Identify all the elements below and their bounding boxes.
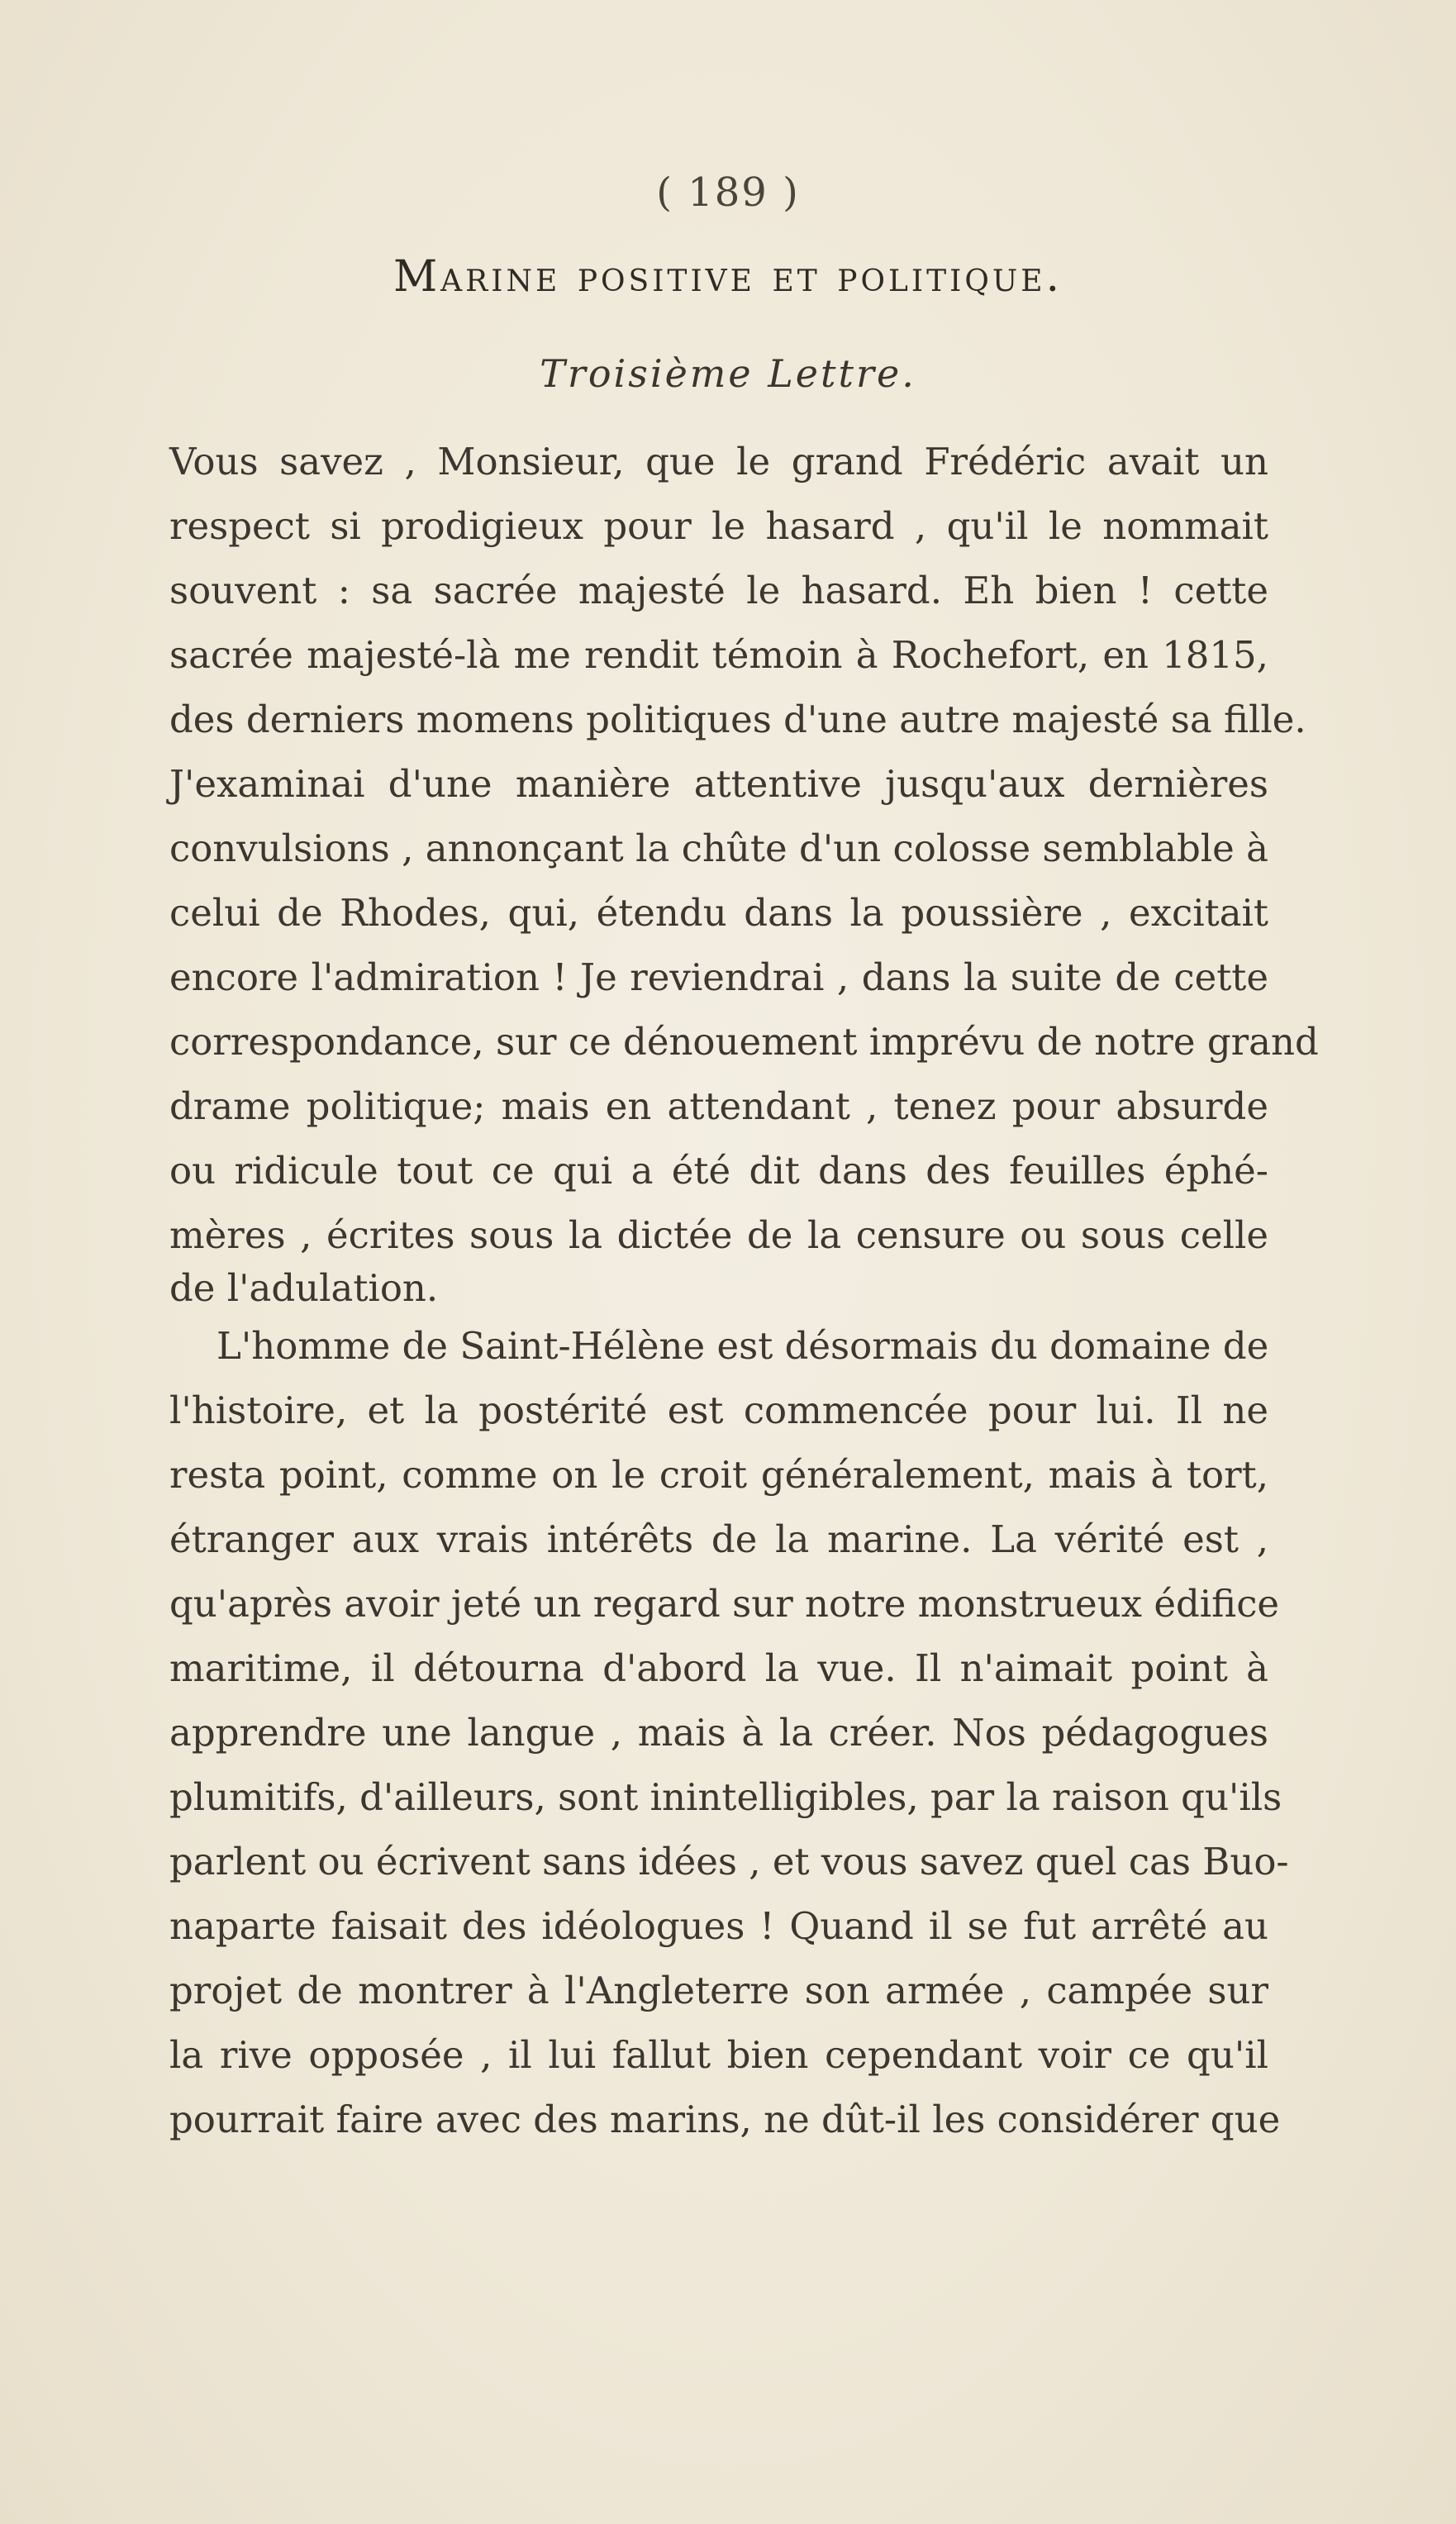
text-line: J'examinai d'une manière attentive jusqu'aux dernières: [169, 762, 1268, 806]
text-line: correspondance, sur ce dénouement imprévu de notre grand: [169, 1020, 1319, 1064]
text-line: drame politique; mais en attendant , tenez pour absurde: [169, 1084, 1268, 1128]
text-line: plumitifs, d'ailleurs, sont inintelligibles, par la raison qu'ils: [169, 1775, 1282, 1819]
text-line: parlent ou écrivent sans idées , et vous savez quel cas Buo-: [169, 1840, 1289, 1883]
text-line: l'histoire, et la postérité est commencée pour lui. Il ne: [169, 1388, 1268, 1432]
text-line: projet de montrer à l'Angleterre son armée , campée sur: [169, 1969, 1268, 2012]
text-line: sacrée majesté-là me rendit témoin à Rochefort, en 1815,: [169, 633, 1268, 677]
text-line: convulsions , annonçant la chûte d'un colosse semblable à: [169, 826, 1268, 870]
text-line: pourrait faire avec des marins, ne dût-il les considérer que: [169, 2098, 1281, 2141]
text-line: naparte faisait des idéologues ! Quand il se fut arrêté au: [169, 1904, 1268, 1948]
text-line: resta point, comme on le croit généralement, mais à tort,: [169, 1453, 1268, 1497]
text-line: celui de Rhodes, qui, étendu dans la poussière , excitait: [169, 891, 1268, 935]
text-line: Vous savez , Monsieur, que le grand Frédéric avait un: [169, 440, 1268, 483]
page-number: ( 189 ): [656, 169, 800, 216]
chapter-title: Marine positive et politique.: [393, 252, 1063, 302]
text-line: respect si prodigieux pour le hasard , qu'il le nommait: [169, 504, 1268, 548]
text-line: ou ridicule tout ce qui a été dit dans des feuilles éphé-: [169, 1149, 1268, 1193]
text-line: qu'après avoir jeté un regard sur notre monstrueux édifice: [169, 1582, 1280, 1626]
text-line: encore l'admiration ! Je reviendrai , dans la suite de cette: [169, 955, 1268, 999]
letter-subtitle: Troisième Lettre.: [540, 351, 916, 396]
text-line: L'homme de Saint-Hélène est désormais du domaine de: [216, 1324, 1269, 1368]
text-line: maritime, il détourna d'abord la vue. Il n'aimait point à: [169, 1646, 1268, 1690]
text-line: mères , écrites sous la dictée de la censure ou sous celle: [169, 1213, 1268, 1257]
text-line: de l'adulation.: [169, 1266, 439, 1310]
text-line: des derniers momens politiques d'une autre majesté sa fille.: [169, 698, 1306, 741]
text-line: étranger aux vrais intérêts de la marine. La vérité est ,: [169, 1517, 1268, 1561]
text-line: apprendre une langue , mais à la créer. Nos pédagogues: [169, 1711, 1268, 1755]
text-line: souvent : sa sacrée majesté le hasard. Eh bien ! cette: [169, 569, 1268, 612]
text-line: la rive opposée , il lui fallut bien cependant voir ce qu'il: [169, 2033, 1268, 2077]
